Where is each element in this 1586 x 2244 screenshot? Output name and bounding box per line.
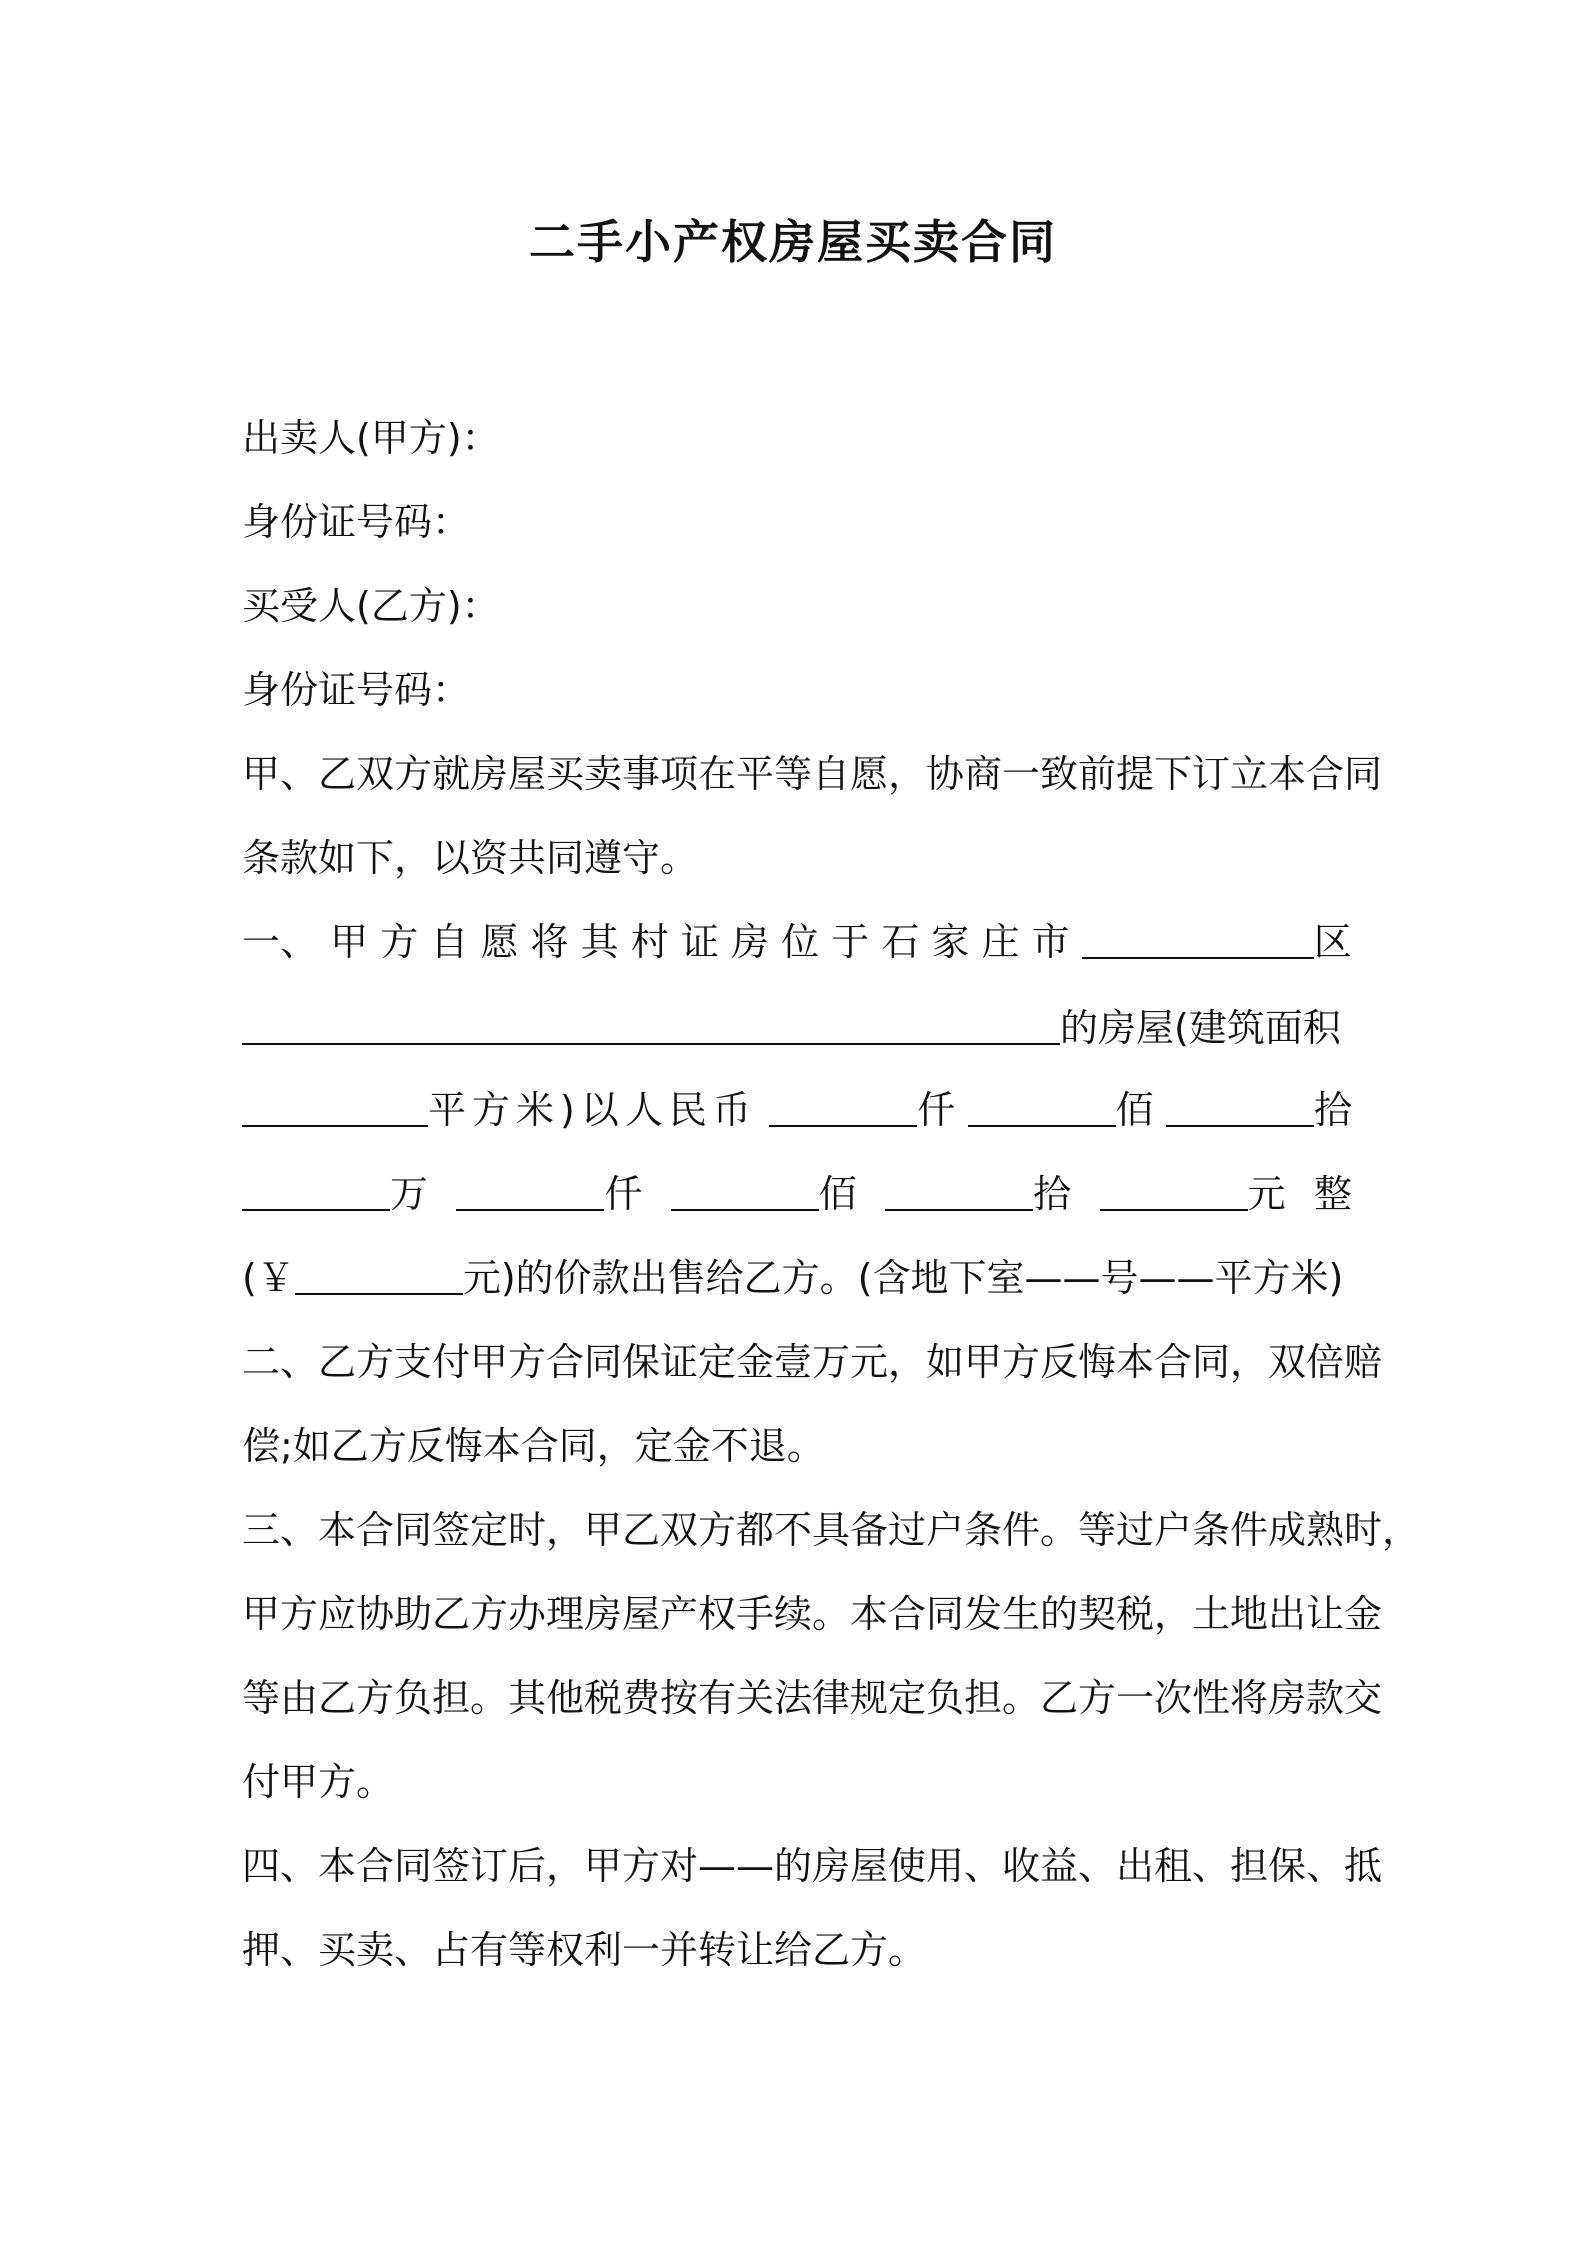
price-blank <box>295 1257 463 1295</box>
district-blank <box>1082 921 1314 959</box>
document-title: 二手小产权房屋买卖合同 <box>529 215 1057 269</box>
article-1-line-2 <box>242 1002 1352 1054</box>
buyer-line: 买受人(乙方)： <box>242 584 500 628</box>
art1-prefix-char: 证 <box>680 920 719 964</box>
art1-prefix-word: 一、 <box>242 920 319 964</box>
amount-blank <box>671 1173 819 1211</box>
bai-label: 佰 <box>818 1172 857 1216</box>
amount-blank <box>769 1089 917 1127</box>
art1-prefix-char: 甲 <box>330 920 369 964</box>
art1-prefix-char: 于 <box>831 920 870 964</box>
yuan-label: 元 <box>1247 1172 1286 1216</box>
article-4-line-1: 四、本合同签订后，甲方对——的房屋使用、收益、出租、担保、抵 <box>242 1844 1383 1888</box>
amount-blank <box>968 1089 1116 1127</box>
seller-line: 出卖人(甲方)： <box>242 416 500 460</box>
art1-prefix-char: 石 <box>881 920 920 964</box>
article-4-line-2: 押、买卖、占有等权利一并转让给乙方。 <box>242 1928 927 1972</box>
art1-prefix-char: 市 <box>1031 920 1070 964</box>
article-1-line-1 <box>242 916 1352 968</box>
art1-prefix-char: 方 <box>380 920 419 964</box>
article-1-line-4 <box>242 1168 1352 1220</box>
art1-prefix-char: 自 <box>430 920 469 964</box>
amount-blank <box>1100 1173 1248 1211</box>
art1-prefix-char: 村 <box>630 920 669 964</box>
qian-label: 仟 <box>604 1172 643 1216</box>
price-tail: 元)的价款出售给乙方。(含地下室——号——平方米) <box>462 1256 1344 1300</box>
bai-label: 佰 <box>1115 1088 1154 1132</box>
price-paren-open: (￥ <box>242 1256 295 1300</box>
art1-prefix-char: 家 <box>931 920 970 964</box>
district-label: 区 <box>1313 920 1352 964</box>
shi-label: 拾 <box>1033 1172 1072 1216</box>
article-3-line-4: 付甲方。 <box>242 1760 395 1804</box>
art1-prefix-char: 位 <box>781 920 820 964</box>
article-1-line-3 <box>242 1084 1352 1136</box>
seller-id-line: 身份证号码： <box>242 500 471 544</box>
qian-label: 仟 <box>917 1088 956 1132</box>
article-2-line-1: 二、乙方支付甲方合同保证定金壹万元，如甲方反悔本合同，双倍赔 <box>242 1340 1383 1384</box>
area-blank <box>242 1089 428 1127</box>
amount-blank <box>885 1173 1033 1211</box>
article-3-line-3: 等由乙方负担。其他税费按有关法律规定负担。乙方一次性将房款交 <box>242 1676 1383 1720</box>
area-unit-label: 平方米)以人民币 <box>428 1088 757 1132</box>
art1-prefix-char: 其 <box>580 920 619 964</box>
wan-label: 万 <box>390 1172 429 1216</box>
house-area-label: 的房屋(建筑面积 <box>1060 1006 1341 1050</box>
amount-blank <box>456 1173 604 1211</box>
amount-blank <box>242 1173 390 1211</box>
article-2-line-2: 偿;如乙方反悔本合同，定金不退。 <box>242 1424 825 1468</box>
buyer-id-line: 身份证号码： <box>242 668 471 712</box>
art1-prefix-char: 庄 <box>981 920 1020 964</box>
amount-blank <box>1166 1089 1314 1127</box>
shi-label: 拾 <box>1313 1088 1352 1132</box>
art1-prefix-char: 将 <box>530 920 569 964</box>
article-3-line-1: 三、本合同签定时，甲乙双方都不具备过户条件。等过户条件成熟时， <box>242 1508 1421 1552</box>
intro-line-1: 甲、乙双方就房屋买卖事项在平等自愿，协商一致前提下订立本合同 <box>242 752 1383 796</box>
article-1-line-5 <box>242 1252 1352 1304</box>
address-blank <box>242 1007 1060 1045</box>
article-3-line-2: 甲方应协助乙方办理房屋产权手续。本合同发生的契税，土地出让金 <box>242 1592 1383 1636</box>
art1-prefix-char: 愿 <box>480 920 519 964</box>
intro-line-2: 条款如下，以资共同遵守。 <box>242 836 699 880</box>
art1-prefix-char: 房 <box>730 920 769 964</box>
zheng-label: 整 <box>1313 1172 1352 1216</box>
